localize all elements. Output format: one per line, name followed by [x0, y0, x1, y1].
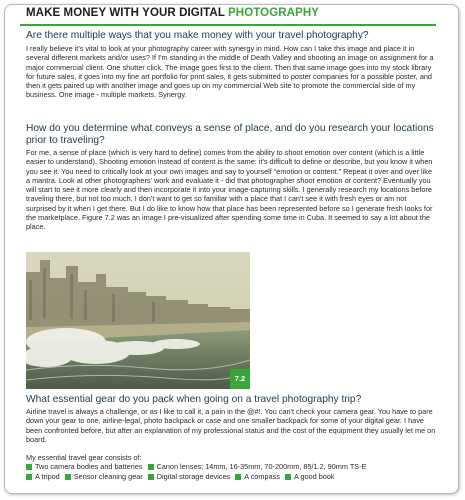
gear-item-text: A compass — [244, 472, 280, 481]
gear-item-text: Two camera bodies and batteries — [35, 462, 143, 471]
figure-photo — [26, 252, 250, 389]
bullet-square-icon — [26, 464, 32, 470]
gear-item-text: A tripod — [35, 472, 60, 481]
gear-line-2 — [26, 472, 446, 481]
page-header — [26, 7, 319, 19]
question-heading-3: What essential gear do you pack when going on a travel photography trip? — [26, 394, 362, 405]
gear-item-text: Sensor cleaning gear — [73, 472, 143, 481]
list-item — [26, 472, 60, 481]
gear-item-text: Digital storage devices — [156, 472, 231, 481]
header-title-accent: PHOTOGRAPHY — [228, 7, 320, 19]
bullet-square-icon — [26, 474, 32, 480]
header-divider — [20, 24, 436, 26]
bullet-square-icon — [148, 474, 154, 480]
answer-paragraph-2: For me, a sense of place (which is very hard to define) comes from the ability to shoot emotion over content (which is a little easier to understand). Shooting emotion instead of content is the same: it's difficult to define or describe, but you know it when you see it. You need to critically look at your own images and say to yourself “emotion or content.” Repeat it over and over like a mantra. Look at other photographers' work and evaluate it - did that photographer shoot emotion or content? Eventually you will start to see it more clearly and then incorporate it into your image-capturing skills. I generally research my locations before traveling there, but not too much. I don't want to get so familiar with a place that I can't see it with fresh eyes or am not surprised by it when I get there. But I do like to know how that place has been represented before so I generate fresh looks for the marketplace. Figure 7.2 was an image I pre-visualized after spending some time in Cuba. It seemed to say a lot about the place. — [26, 148, 433, 231]
bullet-square-icon — [285, 474, 291, 480]
list-item — [26, 462, 143, 471]
bullet-square-icon — [235, 474, 241, 480]
list-item — [148, 472, 230, 481]
list-item — [235, 472, 280, 481]
answer-paragraph-3: Airline travel is always a challenge, or as I like to call it, a pain in the @#!. You can't check your camera gear. You have to pare down your gear to one, airline-legal, photo backpack or case and one smaller backpack for some of your digital gear. I have been confronted before, but after an explanation of my professional status and the cost of the equipment they usually let me on board. — [26, 407, 436, 444]
answer-paragraph-1: I really believe it's vital to look at your photography career with synergy in mind. How can I take this image and place it in several different markets and/or uses? If I'm standing in the middle of Death Valley and shooting an image on assignment for a major commercial client. One shutter click. The image goes first to the client. Then that same image goes into my stock library for future sales, it goes into my fine art portfolio for print sales, it gets submitted to poster companies for a possible poster, and then it gets paired up with another image and goes up on my commercial Web site to promote the commercial side of my business. One image - multiple markets. Synergy. — [26, 44, 434, 100]
question-heading-2: How do you determine what conveys a sense of place, and do you research your locations prior to traveling? — [26, 123, 434, 146]
gear-line-1 — [26, 462, 446, 471]
gear-item-text: Canon lenses; 14mm, 16-35mm, 70-200mm, 85/1.2, 90mm TS-E — [156, 462, 367, 471]
list-item — [285, 472, 335, 481]
bullet-square-icon — [148, 464, 154, 470]
question-heading-1: Are there multiple ways that you make money with your travel photography? — [26, 30, 369, 41]
gear-item-text: A good book — [293, 472, 335, 481]
list-item — [65, 472, 143, 481]
bullet-square-icon — [65, 474, 71, 480]
havana-seawall-image — [26, 252, 250, 389]
figure-label: 7.2 — [230, 369, 250, 389]
list-item — [148, 462, 367, 471]
gear-intro: My essential travel gear consists of: — [26, 453, 142, 462]
header-title: MAKE MONEY WITH YOUR DIGITAL — [26, 7, 225, 19]
